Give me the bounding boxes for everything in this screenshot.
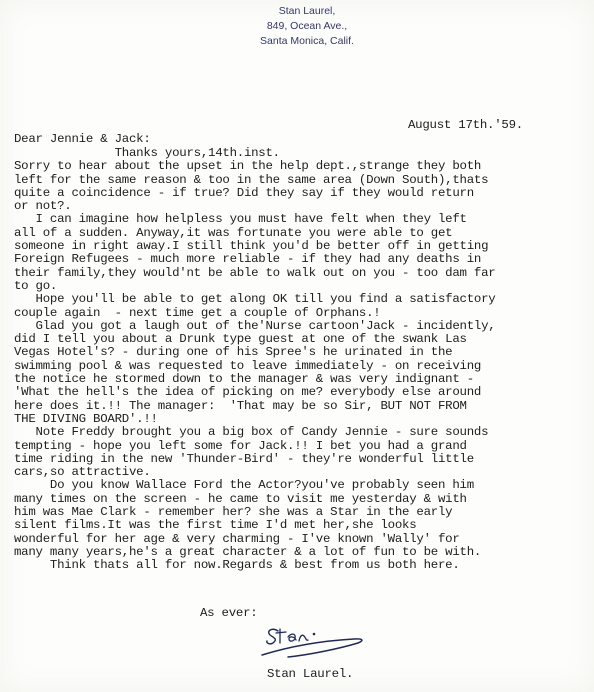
letter-line: cars,so attractive. — [14, 465, 151, 480]
letter-body — [14, 147, 495, 573]
letter-line: to go. — [14, 278, 58, 293]
salutation: Dear Jennie & Jack: — [14, 132, 151, 146]
letter-line: Foreign Refugees - much more reliable - if they had any deaths in — [14, 252, 482, 267]
letter-line: Glad you got a laugh out of the'Nurse cartoon'Jack - incidently, — [14, 318, 496, 333]
letter-line: Hope you'll be able to get along OK till you find a satisfactory — [14, 292, 496, 307]
letterhead — [232, 4, 382, 49]
letter-line: 'What the hell's the idea of picking on me? everybody else around — [14, 385, 482, 400]
letter-line: Sorry to hear about the upset in the help dept.,strange they both — [14, 159, 482, 174]
handwritten-signature — [258, 621, 368, 663]
letter-line: Think thats all for now.Regards & best from us both here. — [14, 558, 460, 573]
letter-line: Do you know Wallace Ford the Actor?you've probably seen him — [14, 478, 474, 493]
letter-line: quite a coincidence - if true? Did they say if they would return — [14, 185, 474, 200]
letter-line: Vegas Hotel's? - during one of his Spree's he urinated in the — [14, 345, 453, 360]
letter-line: here does it.!! The manager: 'That may be so Sir, BUT NOT FROM — [14, 398, 467, 413]
letter-line: him was Mae Clark - remember her? she was a Star in the early — [14, 505, 453, 520]
letter-line: silent films.It was the first time I'd met her,she looks — [14, 518, 417, 533]
letter-line: left for the same reason & too in the same area (Down South),thats — [14, 172, 489, 187]
letter-line: someone in right away.I still think you'd be better off in getting — [14, 239, 489, 254]
letter-line: I can imagine how helpless you must have felt when they left — [14, 212, 467, 227]
letter-line: many many years,he's a great character & a lot of fun to be with. — [14, 544, 482, 559]
letter-line: many times on the screen - he came to visit me yesterday & with — [14, 491, 467, 506]
letter-line: THE DIVING BOARD'.!! — [14, 411, 158, 426]
closing: As ever: — [200, 606, 258, 620]
letter-line: did I tell you about a Drunk type guest at one of the swank Las — [14, 332, 467, 347]
letter-line: swimming pool & was requested to leave immediately - on receiving — [14, 358, 482, 373]
letterhead-city: Santa Monica, Calif. — [260, 35, 354, 47]
letter-line: wonderful for her age & very charming - I've known 'Wally' for — [14, 531, 460, 546]
typed-signature-name: Stan Laurel. — [267, 667, 354, 681]
letter-line: time riding in the new 'Thunder-Bird' - they're wonderful little — [14, 451, 474, 466]
letter-line: tempting - hope you left some for Jack.!! I bet you had a grand — [14, 438, 467, 453]
letter-line: couple again - next time get a couple of Orphans.! — [14, 305, 381, 320]
letterhead-name: Stan Laurel, — [278, 5, 336, 17]
letter-line: or not?. — [14, 199, 72, 214]
letter-line: Thanks yours,14th.inst. — [14, 146, 280, 160]
letter-line: their family,they would'nt be able to walk out on you - too dam far — [14, 265, 496, 280]
letter-date: August 17th.'59. — [408, 118, 523, 132]
letterhead-street: 849, Ocean Ave., — [266, 20, 348, 32]
letter-line: all of a sudden. Anyway,it was fortunate you were able to get — [14, 225, 453, 240]
letter-line: Note Freddy brought you a big box of Candy Jennie - sure sounds — [14, 425, 489, 440]
letter-line: the notice he stormed down to the manager & was very indignant - — [14, 372, 474, 387]
